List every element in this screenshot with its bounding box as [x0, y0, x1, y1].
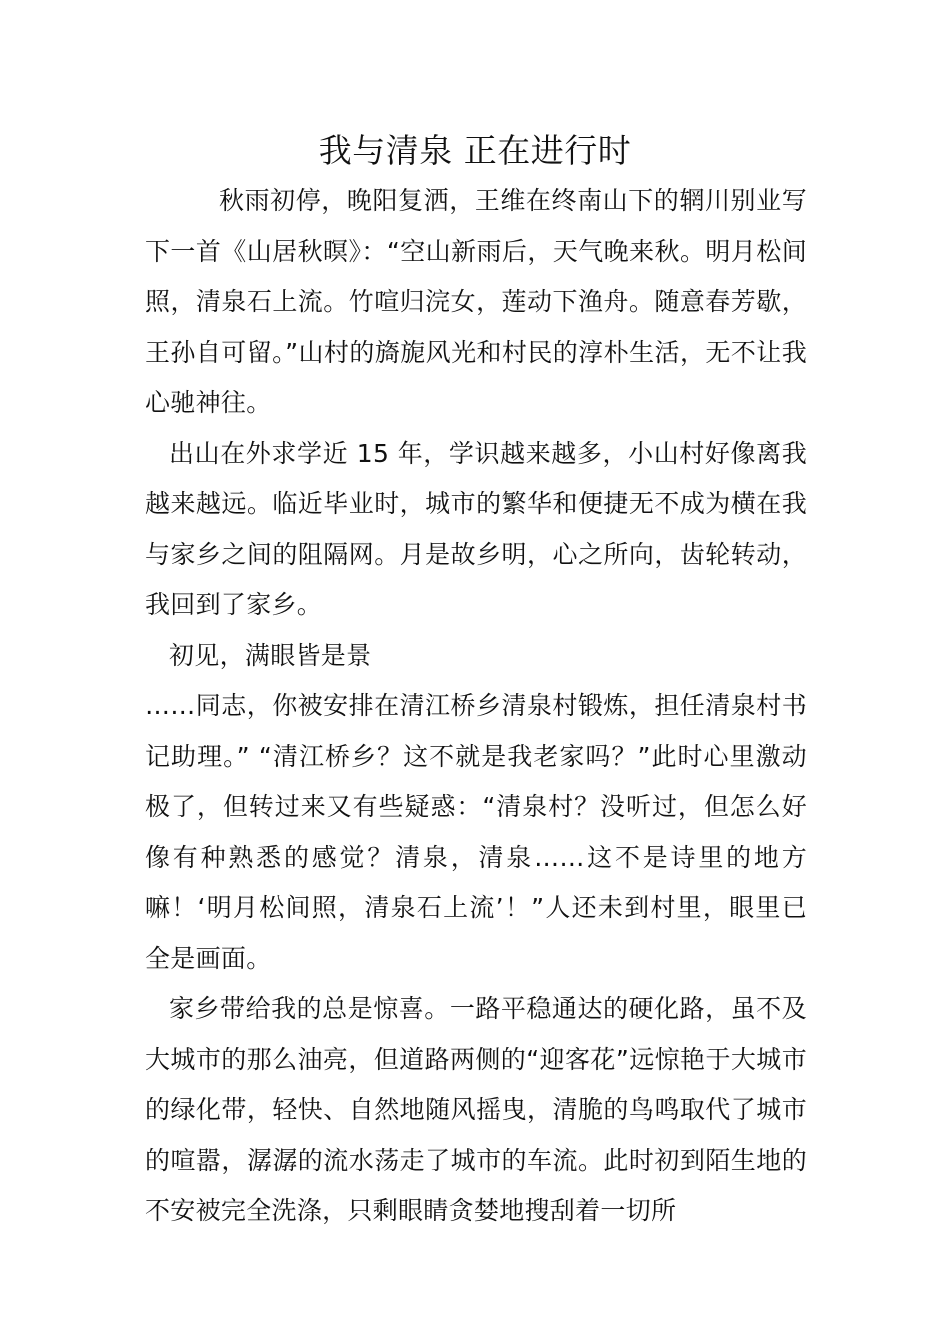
paragraph-intro: 秋雨初停，晚阳复洒，王维在终南山下的辋川别业写下一首《山居秋暝》：“空山新雨后，天气晚来秋。明月松间照，清泉石上流。竹喧归浣女，莲动下渔舟。随意春芳歇，王孙自可留。”山村的旖旎风光和村民的淳朴生活，无不让我心驰神往。 — [145, 186, 807, 417]
document-title: 我与清泉 正在进行时 — [318, 131, 632, 170]
paragraph-hometown: 家乡带给我的总是惊喜。一路平稳通达的硬化路，虽不及大城市的那么油亮，但道路两侧的“迎客花”远惊艳于大城市的绿化带，轻快、自然地随风摇曳，清脆的鸟鸣取代了城市的喧嚣，潺潺的流水荡走了城市的车流。此时初到陌生地的不安被完全洗涤，只剩眼睛贪婪地搜刮着一切所 — [145, 994, 807, 1225]
document-body — [145, 176, 807, 1237]
paragraph-study: 出山在外求学近 15 年，学识越来越多，小山村好像离我越来越远。临近毕业时，城市的繁华和便捷无不成为横在我与家乡之间的阻隔网。月是故乡明，心之所向，齿轮转动，我回到了家乡。 — [145, 438, 807, 619]
section-heading: 初见，满眼皆是景 — [169, 640, 372, 670]
paragraph-assignment: ……同志，你被安排在清江桥乡清泉村锻炼，担任清泉村书记助理。” “清江桥乡？这不就是我老家吗？”此时心里激动极了，但转过来又有些疑惑：“清泉村？没听过，但怎么好像有种熟悉的感觉？清泉，清泉……这不是诗里的地方嘛！‘明月松间照，清泉石上流’！”人还未到村里，眼里已全是画面。 — [145, 691, 807, 973]
